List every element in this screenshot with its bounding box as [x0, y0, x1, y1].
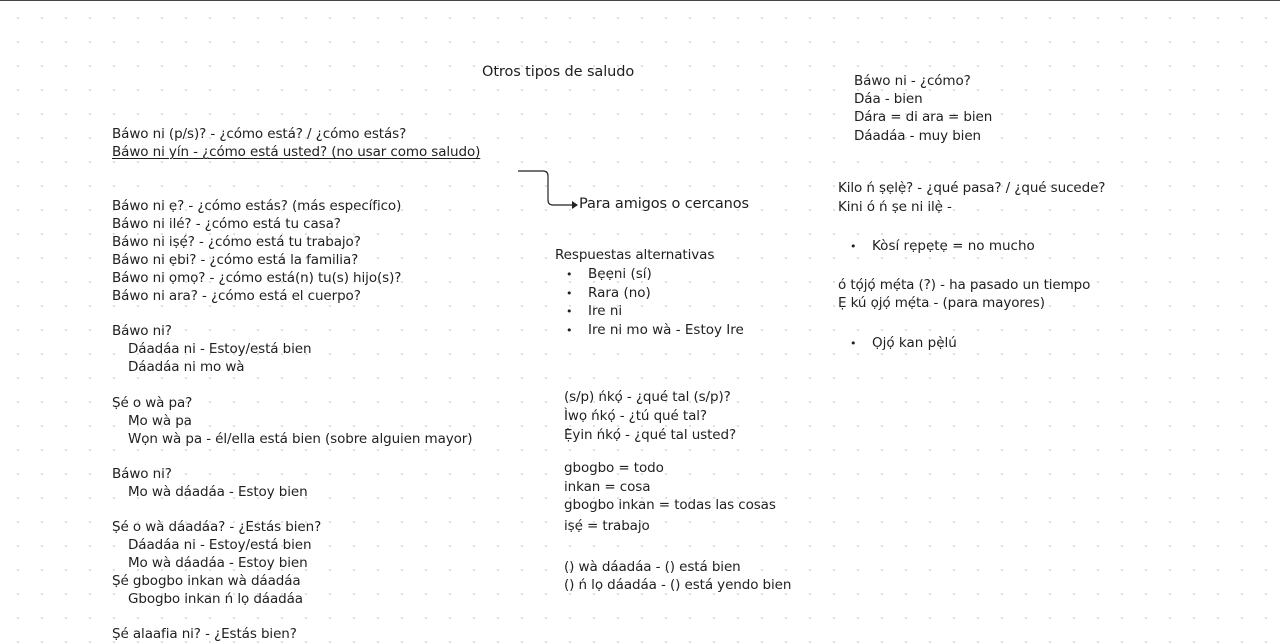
question-line: Báwo ni ẹbi? - ¿cómo está la familia?	[112, 252, 359, 268]
time-line: ó tọ́jọ́ mẹ́ta (?) - ha pasado un tiempo	[838, 277, 1091, 293]
question-line: Báwo ni ara? - ¿cómo está el cuerpo?	[112, 288, 361, 304]
list-item: • Ire ni mo wà - Estoy Ire	[566, 322, 744, 338]
note-intro-1: Báwo ni (p/s)? - ¿cómo está? / ¿cómo estás?	[112, 126, 407, 142]
alt-responses-heading: Respuestas alternativas	[555, 247, 715, 263]
dialogue-2-answer: Mo wà pa	[128, 413, 192, 429]
dialogue-4-answer: Dáadáa ni - Estoy/está bien	[128, 537, 312, 553]
question-line: Báwo ni ẹ? - ¿cómo estás? (más específico)	[112, 198, 402, 214]
dialogue-4-question: Ṣé gbogbo inkan wà dáadáa	[112, 573, 301, 589]
kilo-line: Kini ó ń ṣe ni ilẹ̀ -	[838, 199, 952, 215]
phrase-line: () wà dáadáa - () está bien	[564, 559, 741, 575]
vocab-line: iṣẹ́ = trabajo	[564, 518, 650, 534]
top-border	[0, 0, 1280, 1]
dialogue-1-answer: Dáadáa ni mo wà	[128, 359, 245, 375]
question-line: Báwo ni ilé? - ¿cómo está tu casa?	[112, 216, 341, 232]
vocab-line: Báwo ni - ¿cómo?	[854, 73, 971, 89]
vocab-line: gbogbo inkan = todas las cosas	[564, 497, 776, 513]
nko-line: Ẹ̀yin ńkọ́ - ¿qué tal usted?	[564, 427, 737, 443]
dialogue-5-question: Ṣé alaafia ni? - ¿Estás bien?	[112, 626, 297, 642]
dialogue-3-answer: Mo wà dáadáa - Estoy bien	[128, 484, 308, 500]
page-title: Otros tipos de saludo	[482, 64, 635, 80]
vocab-line: Dáadáa - muy bien	[854, 128, 981, 144]
dialogue-3-question: Báwo ni?	[112, 466, 172, 482]
question-line: Báwo ni ọmọ? - ¿cómo está(n) tu(s) hijo(s)?	[112, 270, 402, 286]
note-intro-2: Báwo ni yín - ¿cómo está usted? (no usar como saludo)	[112, 144, 481, 160]
arrow-label: Para amigos o cercanos	[579, 196, 750, 212]
question-line: Báwo ni iṣẹ́? - ¿cómo está tu trabajo?	[112, 234, 361, 250]
kilo-line: Kilo ń ṣẹlẹ̀? - ¿qué pasa? / ¿qué sucede?	[838, 180, 1106, 196]
list-item: • Kòsí rẹpẹtẹ = no mucho	[850, 238, 1035, 254]
vocab-line: inkan = cosa	[564, 479, 651, 495]
list-item: • Rara (no)	[566, 285, 651, 301]
dialogue-2-question: Ṣé o wà pa?	[112, 395, 193, 411]
list-item: • Ire ni	[566, 303, 623, 319]
nko-line: (s/p) ńkọ́ - ¿qué tal (s/p)?	[564, 389, 731, 405]
dialogue-1-question: Báwo ni?	[112, 323, 172, 339]
dialogue-4-question: Ṣé o wà dáadáa? - ¿Estás bien?	[112, 519, 322, 535]
dialogue-4-answer: Mo wà dáadáa - Estoy bien	[128, 555, 308, 571]
vocab-line: Dára = di ara = bien	[854, 109, 993, 125]
vocab-line: Dáa - bien	[854, 91, 923, 107]
list-item: • Ọjọ́ kan pẹ̀lú	[850, 335, 957, 351]
time-line: Ẹ kú ọjọ́ mẹ́ta - (para mayores)	[838, 295, 1045, 311]
dialogue-2-answer: Wọn wà pa - él/ella está bien (sobre alguien mayor)	[128, 431, 473, 447]
nko-line: Ìwọ ńkọ́ - ¿tú qué tal?	[564, 408, 707, 424]
phrase-line: () ń lọ dáadáa - () está yendo bien	[564, 577, 792, 593]
dialogue-4-answer: Gbogbo inkan ń lọ dáadáa	[128, 591, 303, 607]
list-item: • Bẹẹni (sí)	[566, 266, 652, 282]
vocab-line: gbogbo = todo	[564, 460, 664, 476]
dialogue-1-answer: Dáadáa ni - Estoy/está bien	[128, 341, 312, 357]
